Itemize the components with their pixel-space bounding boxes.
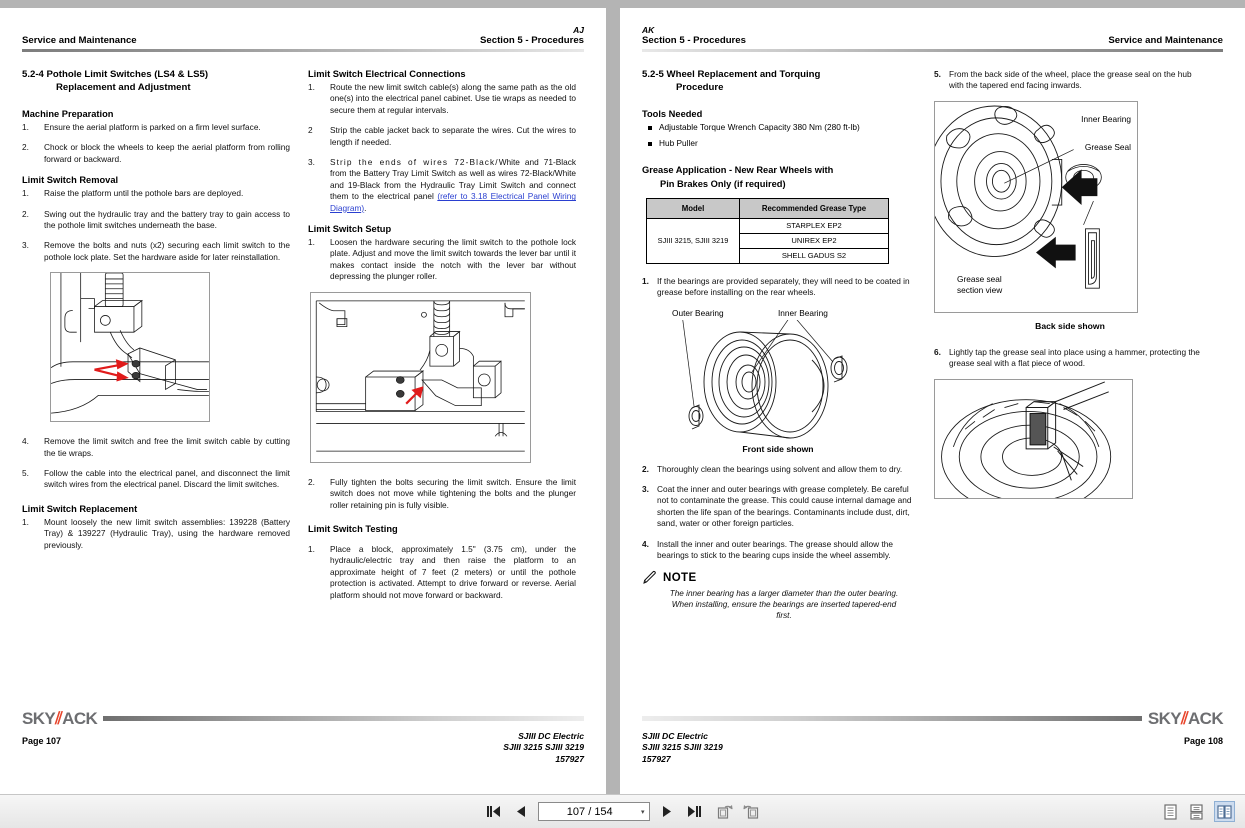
logo-text-b: ACK xyxy=(62,708,98,728)
heading-grease-application: Grease Application - New Rear Wheels with xyxy=(642,164,834,175)
list-item-number: 2. xyxy=(308,476,315,487)
left-page-footer xyxy=(22,710,584,766)
table-cell-grease-3: SHELL GADUS S2 xyxy=(740,248,889,263)
list-item: Adjustable Torque Wrench Capacity 380 Nm (280 ft-lb) xyxy=(646,122,914,133)
next-page-button[interactable] xyxy=(659,803,676,820)
left-header-right-text: Section 5 - Procedures xyxy=(480,35,584,46)
list-item xyxy=(642,464,914,475)
item3-lead: Strip the ends of wires 72-Black/ xyxy=(330,157,499,168)
list-item-number: 6. xyxy=(934,346,941,357)
list-item xyxy=(22,188,290,199)
logo-text-a: SKY xyxy=(22,708,56,728)
list-wheel-steps-4 xyxy=(934,347,1206,370)
label-outer-bearing: Outer Bearing xyxy=(672,307,724,318)
list-item-text: Fully tighten the bolts securing the limit switch. Ensure the limit switch does not move while tightening the bolts and the plunger roller retaining pin is fully visible. xyxy=(330,476,576,510)
first-page-icon xyxy=(487,805,502,818)
list-tools-needed xyxy=(646,122,914,150)
figure-back-side-wheel xyxy=(934,101,1138,313)
figure-grease-seal-install-drawing xyxy=(935,380,1132,498)
pencil-icon xyxy=(642,570,657,585)
list-limit-switch-removal xyxy=(22,188,290,263)
list-item xyxy=(308,125,576,148)
list-item-number: 4. xyxy=(22,436,29,447)
list-item-number: 3. xyxy=(308,157,315,168)
viewer-toolbar xyxy=(0,794,1245,828)
right-page-running-header xyxy=(642,35,1223,46)
doc-line-3: 157927 xyxy=(555,753,584,764)
doc-line-1: SJIII DC Electric xyxy=(642,730,708,741)
toolbar-view-mode-group xyxy=(1162,801,1235,822)
logo-slash-icon: ⫽ xyxy=(1180,708,1188,728)
list-item-text: Strip the cable jacket back to separate the wires. Cut the wires to length if needed. xyxy=(330,125,576,147)
left-section-number: 5.2-4 Pothole Limit Switches (LS4 & LS5) xyxy=(22,69,209,80)
caption-back-side: Back side shown xyxy=(1035,320,1105,331)
left-page-column-1 xyxy=(22,68,290,610)
left-header-rule xyxy=(22,49,584,52)
right-page-column-1 xyxy=(642,68,914,621)
rotate-clockwise-button[interactable] xyxy=(717,803,734,820)
figure-limit-switch-setup xyxy=(310,292,531,463)
label-grease-seal: Grease Seal xyxy=(1084,141,1131,152)
heading-tools-needed: Tools Needed xyxy=(642,109,703,119)
list-electrical-connections xyxy=(308,82,576,214)
right-page-column-2 xyxy=(934,68,1206,621)
heading-machine-preparation: Machine Preparation xyxy=(22,109,114,119)
doc-line-1: SJIII DC Electric xyxy=(518,730,584,741)
list-item xyxy=(642,539,914,562)
heading-limit-switch-replacement: Limit Switch Replacement xyxy=(22,503,138,514)
list-item-text: Remove the limit switch and free the limit switch cable by cutting the tie wraps. xyxy=(44,436,290,458)
table-cell-model: SJIII 3215, SJIII 3219 xyxy=(647,218,740,263)
heading-electrical-connections: Limit Switch Electrical Connections xyxy=(308,69,466,79)
doc-line-2: SJIII 3215 SJIII 3219 xyxy=(642,742,723,752)
list-item xyxy=(934,347,1206,370)
doc-line-2: SJIII 3215 SJIII 3219 xyxy=(503,742,584,752)
right-page-corner-mark: AK xyxy=(642,25,655,35)
rotate-ccw-icon xyxy=(743,804,759,819)
list-item xyxy=(308,544,576,601)
left-page-corner-mark: AJ xyxy=(573,25,584,35)
figure-limit-switch-setup-drawing xyxy=(311,293,530,462)
list-limit-switch-testing xyxy=(308,544,576,601)
page-gutter xyxy=(606,0,620,795)
right-section-title xyxy=(642,68,914,94)
list-item-number: 2 xyxy=(308,125,313,136)
chevron-down-icon[interactable]: ▾ xyxy=(640,808,645,816)
note-body: The inner bearing has a larger diameter than the outer bearing. When installing, ensure the bearings are inserted tapered-end first. xyxy=(669,589,899,621)
list-limit-switch-replacement xyxy=(22,517,290,551)
list-item: Hub Puller xyxy=(646,138,914,149)
left-section-title-cont: Replacement and Adjustment xyxy=(56,82,191,93)
list-item-number: 1. xyxy=(22,188,29,199)
continuous-view-icon xyxy=(1189,804,1204,820)
left-page-number: Page 107 xyxy=(22,735,62,746)
list-item-number: 1. xyxy=(22,516,29,527)
skyjack-logo xyxy=(22,710,97,727)
logo-slash-icon: ⫽ xyxy=(55,708,63,728)
list-item xyxy=(308,237,576,283)
toolbar-navigation-group xyxy=(486,802,760,821)
heading-limit-switch-setup: Limit Switch Setup xyxy=(308,224,392,235)
previous-page-icon xyxy=(514,805,527,818)
list-item-with-link xyxy=(308,157,576,214)
figure-limit-switch-removal-drawing xyxy=(51,273,209,421)
table-header-grease-type: Recommended Grease Type xyxy=(740,198,889,218)
list-item-number: 1. xyxy=(22,122,29,132)
rotate-counterclockwise-button[interactable] xyxy=(743,803,760,820)
facing-pages-view-button[interactable] xyxy=(1214,801,1235,822)
right-header-right-text: Service and Maintenance xyxy=(1108,35,1223,46)
logo-text-b: ACK xyxy=(1187,708,1223,728)
list-item-text: If the bearings are provided separately, they will need to be coated in grease before installing on the rear wheels. xyxy=(657,275,910,298)
list-item-number: 4. xyxy=(642,538,649,549)
list-item-text: Mount loosely the new limit switch assemblies: 139228 (Battery Tray) & 139227 (Hydraulic Tray), using the hardware removed previously. xyxy=(44,516,290,550)
list-item xyxy=(22,122,290,133)
table-cell-grease-2: UNIREX EP2 xyxy=(740,233,889,248)
list-item-text: Ensure the aerial platform is parked on a firm level surface. xyxy=(44,122,261,132)
list-item-text: Route the new limit switch cable(s) along the same path as the old one(s) into the electrical panel cabinet. Use tie wraps as needed to secure them at regular intervals. xyxy=(330,82,576,115)
list-item xyxy=(934,69,1206,92)
single-page-view-icon xyxy=(1163,804,1178,820)
figure-front-side-wheel-drawing xyxy=(642,320,902,446)
list-item-number: 3. xyxy=(642,484,649,495)
label-inner-bearing: Inner Bearing xyxy=(778,307,828,318)
table-cell-grease-1: STARPLEX EP2 xyxy=(740,218,889,233)
list-machine-preparation xyxy=(22,122,290,165)
left-page-columns xyxy=(22,68,584,610)
left-page-column-2 xyxy=(308,68,576,610)
first-page-button[interactable] xyxy=(486,803,503,820)
list-limit-switch-setup xyxy=(308,237,576,283)
list-item-number: 1. xyxy=(642,275,649,286)
right-doc-id xyxy=(642,731,723,766)
item3-rest: White and 71-Black from the Battery Tray Limit Switch as well as wires 72-Black/White and 19-Black from the Hydraulic Tray Limit Switch and connect them to the electrical panel xyxy=(330,157,576,202)
list-item-text: Chock or block the wheels to keep the aerial platform from rolling forward or backward. xyxy=(44,142,290,164)
list-item-number: 1. xyxy=(308,543,315,554)
list-item-text: Lightly tap the grease seal into place using a hammer, protecting the grease seal with a flat piece of wood. xyxy=(949,346,1200,369)
facing-pages-view-icon xyxy=(1217,804,1232,820)
single-page-view-button[interactable] xyxy=(1162,803,1179,820)
right-page-columns xyxy=(642,68,1223,621)
list-item-number: 3. xyxy=(22,240,29,251)
list-item xyxy=(22,142,290,165)
logo-text-a: SKY xyxy=(1147,708,1181,728)
caption-front-side: Front side shown xyxy=(742,443,814,454)
list-item xyxy=(22,468,290,491)
list-item-number: 2. xyxy=(22,142,29,153)
figure-front-side-wheel xyxy=(642,307,914,454)
heading-limit-switch-removal: Limit Switch Removal xyxy=(22,175,119,186)
list-limit-switch-removal-cont xyxy=(22,436,290,491)
list-item-number: 1. xyxy=(308,237,315,248)
document-page-left xyxy=(0,8,606,795)
list-item xyxy=(308,82,576,116)
note-block-header xyxy=(642,570,914,585)
list-limit-switch-setup-cont xyxy=(308,477,576,511)
figure-grease-seal-install xyxy=(934,379,1133,499)
left-doc-id xyxy=(503,731,584,766)
right-section-title-cont: Procedure xyxy=(676,82,724,93)
list-item-text: Coat the inner and outer bearings with grease completely. Be careful not to contaminate the grease. This could cause internal damage and shorten the life span of the bearings. Contaminants include dust, dirt, sand, water or other foreign particles. xyxy=(657,484,912,529)
table-header-row xyxy=(647,198,889,218)
heading-limit-switch-testing: Limit Switch Testing xyxy=(308,523,398,534)
rotate-cw-icon xyxy=(717,804,733,819)
list-item-number: 5. xyxy=(934,69,941,79)
heading-grease-application-cont: Pin Brakes Only (if required) xyxy=(660,178,786,189)
list-item xyxy=(22,517,290,551)
item3-tail: . xyxy=(364,202,367,213)
right-section-number: 5.2-5 Wheel Replacement and Torquing xyxy=(642,69,821,80)
list-item-text: Follow the cable into the electrical panel, and disconnect the limit switch wires from the electrical panel. Discard the limit switches. xyxy=(44,468,290,490)
list-wheel-steps-1 xyxy=(642,276,914,299)
label-grease-seal-section xyxy=(957,274,1002,296)
list-item-number: 1. xyxy=(308,82,315,92)
left-header-left-text: Service and Maintenance xyxy=(22,35,137,46)
grease-table xyxy=(646,198,889,264)
list-item-text: Remove the bolts and nuts (x2) securing each limit switch to the pothole lock plate. Set the hardware aside for later reinstallation. xyxy=(44,240,290,262)
left-page-running-header xyxy=(22,35,584,46)
list-item-number: 5. xyxy=(22,468,29,479)
right-header-left-text: Section 5 - Procedures xyxy=(642,35,746,46)
list-item xyxy=(22,209,290,232)
list-item-text: Thoroughly clean the bearings using solvent and allow them to dry. xyxy=(657,463,903,474)
next-page-icon xyxy=(661,805,674,818)
page-number-value: 107 / 154 xyxy=(566,805,613,818)
previous-page-button[interactable] xyxy=(512,803,529,820)
left-section-title xyxy=(22,68,290,94)
list-item-text: Raise the platform until the pothole bars are deployed. xyxy=(44,188,244,199)
list-item xyxy=(22,240,290,263)
list-item-text: Loosen the hardware securing the limit switch to the pothole lock plate. Adjust and move the limit switch towards the lever bar until it makes contact inside the notch with the lever bar without depressing the plunger roller. xyxy=(330,237,576,282)
doc-line-3: 157927 xyxy=(642,753,671,764)
right-page-number: Page 108 xyxy=(1183,735,1223,746)
skyjack-logo xyxy=(1148,710,1223,727)
last-page-icon xyxy=(686,805,701,818)
list-item xyxy=(22,436,290,459)
list-item xyxy=(642,276,914,299)
spread-top-edge xyxy=(0,0,1245,8)
label-section-line-1: Grease seal xyxy=(957,273,1002,284)
list-item-text xyxy=(330,157,576,214)
page-number-field[interactable] xyxy=(538,802,650,821)
list-item-text: Swing out the hydraulic tray and the battery tray to gain access to the pothole limit switches underneath the base. xyxy=(44,208,290,231)
table-row xyxy=(647,218,889,233)
list-item-text: Install the inner and outer bearings. The grease should allow the bearings to stick to the bearing cups inside the wheel assembly. xyxy=(657,538,893,561)
list-item-number: 2. xyxy=(22,208,29,219)
list-wheel-steps-2 xyxy=(642,464,914,562)
list-item-number: 2. xyxy=(642,463,649,474)
list-item-text: From the back side of the wheel, place the grease seal on the hub with the tapered end facing inwards. xyxy=(949,69,1192,91)
document-page-right xyxy=(620,8,1245,795)
note-heading: NOTE xyxy=(663,571,697,584)
list-item-text: Place a block, approximately 1.5" (3.75 cm), under the hydraulic/electric tray and then raise the platform to an approximate height of 7 feet (2 meters) or until the pothole protection is activated. Attempt to drive forward or reverse. Aerial platform should not move forward or backward. xyxy=(330,543,576,600)
label-inner-bearing-back: Inner Bearing xyxy=(1081,113,1131,124)
label-section-line-2: section view xyxy=(957,284,1003,295)
wiring-diagram-link[interactable]: (refer to 3.18 Electrical Panel Wiring Diagram) xyxy=(330,191,576,213)
table-header-model: Model xyxy=(647,198,740,218)
last-page-button[interactable] xyxy=(685,803,702,820)
right-header-rule xyxy=(642,49,1223,52)
right-page-footer xyxy=(642,710,1223,766)
list-wheel-steps-3 xyxy=(934,69,1206,92)
list-item xyxy=(308,477,576,511)
figure-limit-switch-removal xyxy=(50,272,210,422)
list-item xyxy=(642,484,914,530)
continuous-view-button[interactable] xyxy=(1188,803,1205,820)
